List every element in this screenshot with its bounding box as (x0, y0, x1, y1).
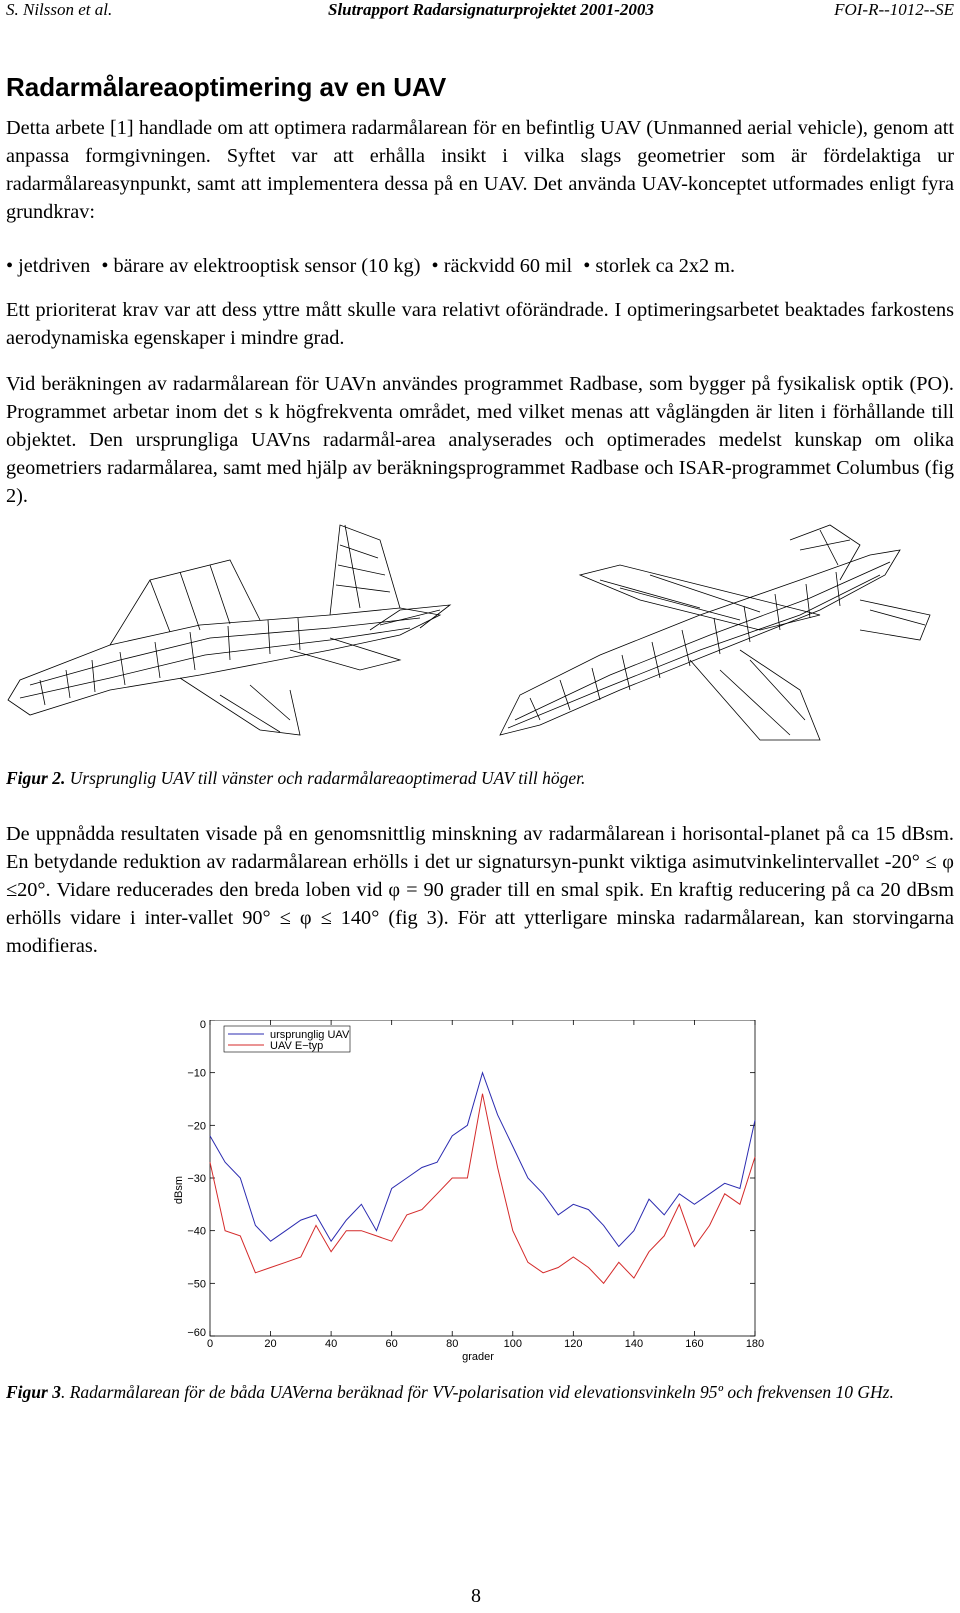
paragraph-intro: Detta arbete [1] handlade om att optimera radarmålarean för en befintlig UAV (Unmanned aerial vehicle), genom att anpassa formgivningen. Syftet var att erhålla insikt i vilka slags geometrier som är fördelaktiga ur radarmålareasynpunkt, samt att implementera dessa på en UAV. Det använda UAV-konceptet utformades enligt fyra grundkrav: (6, 117, 954, 223)
series-line-1 (210, 1073, 755, 1247)
header-report-id: FOI-R--1012--SE (834, 0, 954, 19)
requirement-item: • räckvidd 60 mil (431, 255, 573, 277)
paragraph-method: Vid beräkningen av radarmålarean för UAVn användes programmet Radbase, som bygger på fysikalisk optik (PO). Programmet arbetar inom det s k högfrekventa området, med vilket menas att våglängden är liten i förhållande till objektet. Den ursprungliga UAVns radarmål-area analyserades och optimerades medelst kunskap om olika geometriers radarmålarea, samt med hjälp av beräkningsprogrammet Radbase och ISAR-programmet Columbus (fig 2). (6, 373, 954, 507)
x-tick-label: 140 (624, 1338, 644, 1350)
page-header (0, 0, 960, 24)
x-tick-label: 100 (503, 1338, 522, 1350)
x-tick-label: 60 (385, 1338, 398, 1350)
y-tick-label: 0 (199, 1020, 206, 1031)
figure-2-caption (6, 766, 585, 790)
y-tick-label: −10 (187, 1067, 206, 1080)
series-line-2 (210, 1094, 755, 1284)
x-tick-label: 160 (685, 1338, 704, 1350)
paragraph-results: De uppnådda resultaten visade på en genomsnittlig minskning av radarmålarean i horisontal-planet på ca 15 dBsm. En betydande reduktion av radarmålarean erhölls i det ur signatursyn-punkt viktiga asimutvinkelintervallet -20° ≤ φ ≤20°. Vidare reducerades den breda loben vid φ = 90 grader till en smal spik. En kraftig reducering på ca 20 dBsm erhölls vidare i inter-vallet 90° ≤ φ ≤ 140° (fig 3). För att ytterligare minska radarmålarean, kan storvingarna modifieras. (6, 823, 954, 957)
legend-label: UAV E−typ (270, 1040, 324, 1052)
header-title: Slutrapport Radarsignaturprojektet 2001-2003 (328, 0, 654, 19)
requirement-item: • jetdriven (6, 255, 91, 277)
requirement-item: • bärare av elektrooptisk sensor (10 kg) (101, 255, 421, 277)
x-tick-label: 180 (745, 1338, 765, 1350)
figure-3-label: Figur 3 (6, 1382, 61, 1402)
plot-frame (210, 1020, 755, 1336)
requirement-item: • storlek ca 2x2 m. (583, 255, 736, 277)
page-number: 8 (471, 1585, 481, 1607)
paragraph-priority: Ett prioriterat krav var att dess yttre mått skulle vara relativt oförändrade. I optimeringsarbetet beaktades farkostens aerodynamiska egenskaper i mindre grad. (6, 299, 954, 349)
y-tick-label: −50 (187, 1278, 206, 1291)
optimized-uav-wireframe (500, 525, 930, 740)
figure-3-caption (6, 1380, 954, 1404)
x-axis-label: grader (462, 1351, 494, 1363)
y-tick-label: −60 (187, 1327, 206, 1339)
y-tick-label: −40 (187, 1225, 206, 1238)
header-authors: S. Nilsson et al. (6, 0, 113, 19)
x-tick-label: 80 (446, 1338, 459, 1350)
section-heading: Radarmålareaoptimering av en UAV (6, 72, 447, 102)
y-tick-label: −30 (187, 1173, 206, 1185)
x-tick-label: 20 (264, 1338, 277, 1350)
legend-label: ursprunglig UAV (270, 1029, 350, 1041)
figure-2-label: Figur 2. (6, 768, 66, 788)
figure-2-text: Ursprunglig UAV till vänster och radarmålareaoptimerad UAV till höger. (65, 768, 586, 788)
x-tick-label: 0 (206, 1338, 214, 1350)
uav-wireframe-figure (0, 520, 960, 760)
original-uav-wireframe (8, 525, 450, 735)
x-tick-label: 120 (564, 1338, 583, 1350)
y-axis-label: dBsm (173, 1175, 185, 1205)
x-tick-label: 40 (324, 1338, 338, 1350)
y-tick-label: −20 (187, 1120, 206, 1133)
figure-3-text: . Radarmålarean för de båda UAVerna beräknad för VV-polarisation vid elevationsvinkeln 95º och frekvensen 10 GHz. (60, 1382, 894, 1402)
requirements-list (6, 252, 954, 280)
rcs-line-chart (160, 1020, 800, 1395)
